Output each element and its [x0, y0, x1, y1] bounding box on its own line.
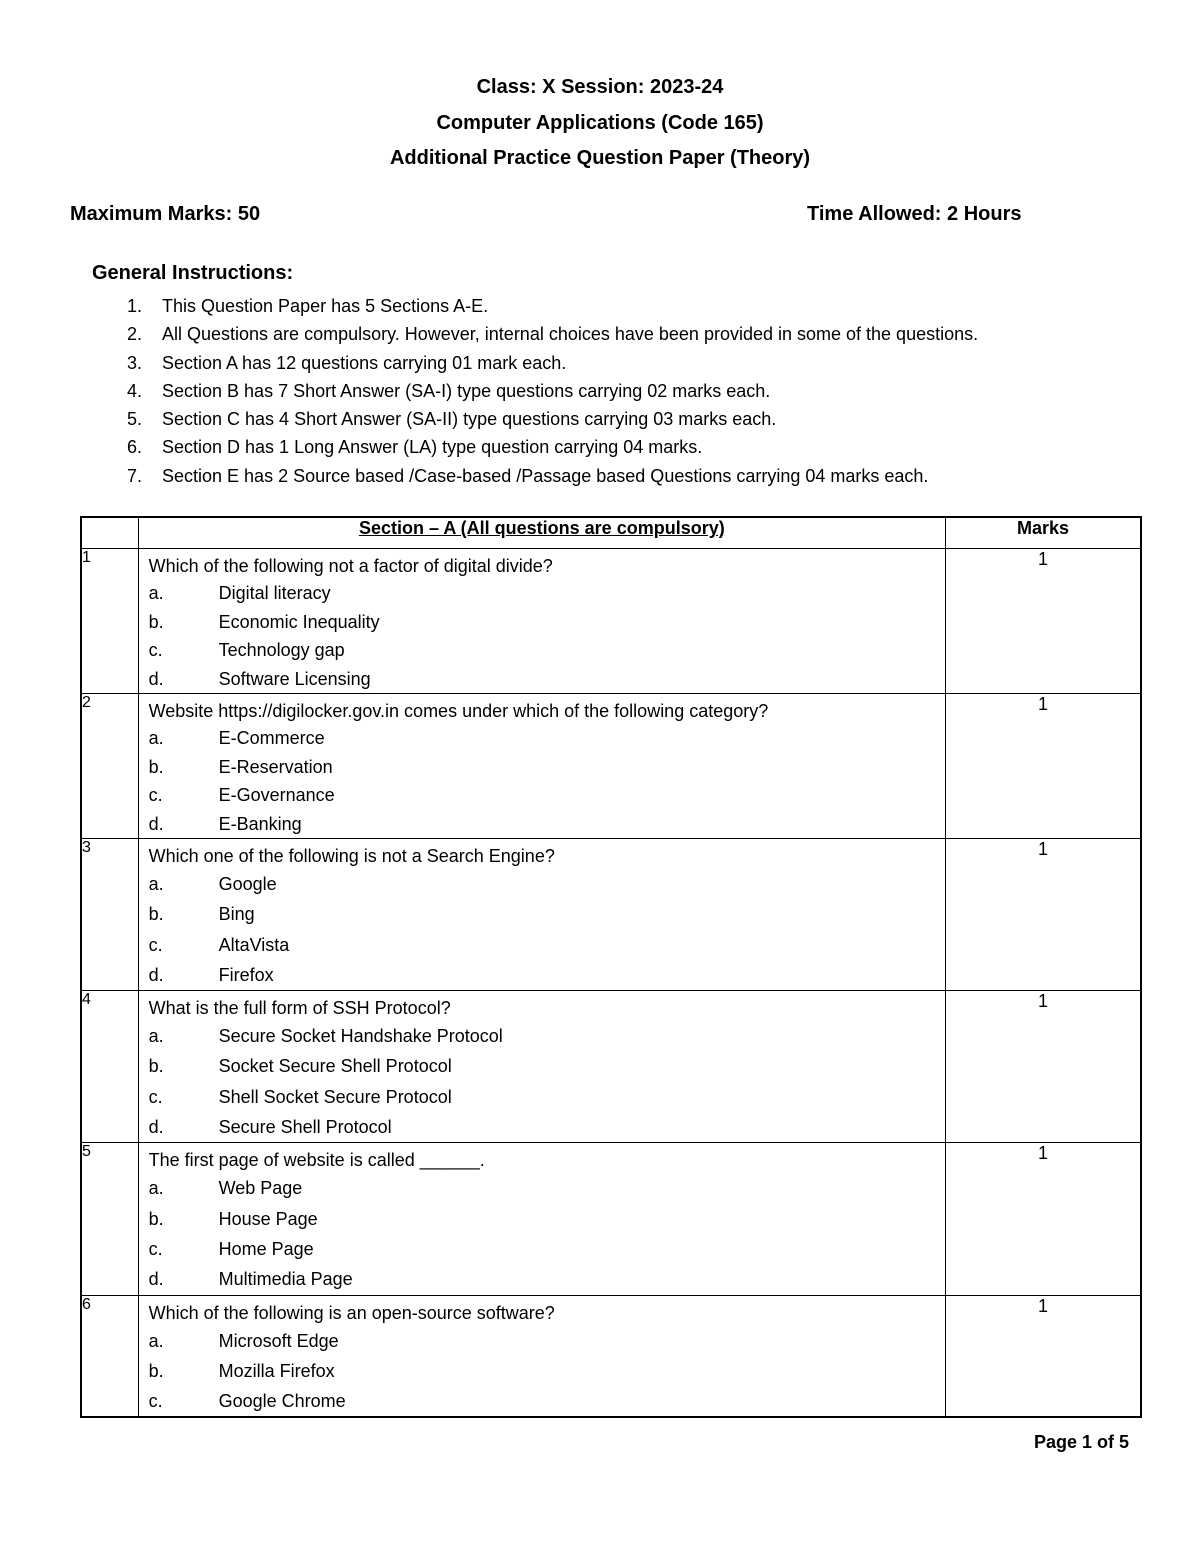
question-text: Which of the following not a factor of digital divide? — [148, 556, 553, 576]
option-text: Firefox — [218, 964, 274, 985]
option-text: Mozilla Firefox — [218, 1360, 335, 1381]
answer-option — [139, 1234, 946, 1264]
question-marks: 1 — [946, 991, 1141, 1143]
answer-option — [139, 753, 946, 782]
answer-option — [139, 1386, 946, 1416]
option-text: Bing — [218, 904, 255, 925]
option-letter: b. — [148, 756, 164, 777]
question-row — [81, 1143, 1141, 1295]
option-letter: b. — [148, 1208, 164, 1229]
question-cell — [138, 839, 946, 991]
instruction-item: 1. This Question Paper has 5 Sections A-E. — [127, 296, 489, 316]
option-letter: c. — [148, 640, 163, 660]
question-cell — [138, 1143, 946, 1295]
option-text: AltaVista — [218, 934, 290, 955]
question-text: Website https://digilocker.gov.in comes under which of the following category? — [148, 701, 769, 721]
marks-header: Marks — [946, 517, 1141, 549]
maximum-marks: Maximum Marks: 50 — [70, 203, 261, 225]
answer-option — [139, 665, 946, 694]
page-number: Page 1 of 5 — [1033, 1432, 1129, 1452]
answer-option — [139, 724, 946, 753]
question-cell — [138, 991, 946, 1143]
option-text: Microsoft Edge — [218, 1330, 339, 1351]
question-row — [81, 991, 1141, 1143]
question-text: What is the full form of SSH Protocol? — [148, 998, 451, 1019]
option-text: E-Banking — [218, 813, 302, 834]
option-letter: a. — [148, 583, 164, 603]
question-marks: 1 — [946, 1295, 1141, 1417]
answer-option — [139, 1112, 946, 1142]
time-allowed: Time Allowed: 2 Hours — [807, 203, 1022, 225]
option-text: Digital literacy — [218, 583, 331, 603]
answer-option — [139, 1082, 946, 1112]
paper-subject: Computer Applications (Code 165) — [436, 112, 764, 134]
question-number: 3 — [81, 839, 138, 991]
answer-option — [139, 960, 946, 990]
general-instructions-list — [127, 292, 978, 490]
paper-class-session: Class: X Session: 2023-24 — [476, 76, 724, 98]
option-text: E-Governance — [218, 785, 335, 805]
header-number-cell — [81, 517, 138, 549]
answer-option — [139, 1051, 946, 1081]
option-letter: a. — [148, 874, 164, 894]
answer-option — [139, 781, 946, 810]
option-letter: c. — [148, 1390, 163, 1411]
option-letter: a. — [148, 728, 164, 748]
instruction-item: 2. All Questions are compulsory. However, internal choices have been provided in some of the questions. — [127, 324, 979, 345]
option-text: E-Reservation — [218, 756, 333, 777]
question-number: 4 — [81, 991, 138, 1143]
question-table — [80, 516, 1142, 1418]
instruction-item: 3. Section A has 12 questions carrying 01 mark each. — [127, 352, 567, 373]
question-cell — [138, 549, 946, 694]
option-text: Economic Inequality — [218, 611, 380, 632]
section-a-header: Section – A (All questions are compulsory) — [138, 517, 946, 549]
option-text: Home Page — [218, 1238, 314, 1259]
instruction-item: 7. Section E has 2 Source based /Case-based /Passage based Questions carrying 04 marks each. — [127, 465, 929, 486]
question-marks: 1 — [946, 549, 1141, 694]
option-letter: b. — [148, 904, 164, 925]
answer-option — [139, 1173, 946, 1203]
general-instructions-title: General Instructions: — [92, 262, 294, 284]
answer-option — [139, 1021, 946, 1051]
answer-option — [139, 1264, 946, 1294]
option-text: Secure Socket Handshake Protocol — [218, 1026, 503, 1047]
option-letter: d. — [148, 1269, 164, 1290]
paper-title: Additional Practice Question Paper (Theory) — [389, 147, 811, 169]
option-text: Multimedia Page — [218, 1269, 353, 1290]
option-letter: d. — [148, 964, 164, 985]
option-letter: c. — [148, 1238, 163, 1259]
question-text: The first page of website is called ______. — [148, 1150, 485, 1171]
question-rows — [81, 549, 1141, 1418]
question-number: 2 — [81, 694, 138, 839]
option-letter: a. — [148, 1330, 164, 1351]
answer-option — [139, 1326, 946, 1356]
answer-option — [139, 1356, 946, 1386]
instruction-item: 4. Section B has 7 Short Answer (SA-I) type questions carrying 02 marks each. — [127, 380, 771, 401]
option-letter: d. — [148, 668, 164, 689]
option-text: Secure Shell Protocol — [218, 1117, 392, 1138]
question-number: 5 — [81, 1143, 138, 1295]
option-letter: c. — [148, 785, 163, 805]
option-letter: b. — [148, 1056, 164, 1077]
instruction-item: 5. Section C has 4 Short Answer (SA-II) type questions carrying 03 marks each. — [127, 409, 777, 430]
option-text: E-Commerce — [218, 728, 325, 748]
option-letter: c. — [148, 934, 163, 955]
option-text: Shell Socket Secure Protocol — [218, 1086, 452, 1107]
question-row — [81, 694, 1141, 839]
question-cell — [138, 1295, 946, 1417]
answer-option — [139, 1204, 946, 1234]
option-text: Socket Secure Shell Protocol — [218, 1056, 452, 1077]
option-letter: b. — [148, 1360, 164, 1381]
option-text: Google Chrome — [218, 1390, 346, 1411]
question-row — [81, 1295, 1141, 1417]
option-text: Google — [218, 874, 277, 894]
answer-option — [139, 608, 946, 637]
answer-option — [139, 930, 946, 960]
option-letter: c. — [148, 1086, 163, 1107]
option-letter: b. — [148, 611, 164, 632]
table-header-row — [81, 517, 1141, 549]
instruction-item: 6. Section D has 1 Long Answer (LA) type question carrying 04 marks. — [127, 437, 703, 458]
question-text: Which of the following is an open-source software? — [148, 1302, 555, 1323]
option-text: Web Page — [218, 1178, 303, 1199]
question-row — [81, 549, 1141, 694]
answer-option — [139, 579, 946, 608]
question-text: Which one of the following is not a Search Engine? — [148, 846, 555, 866]
question-number: 6 — [81, 1295, 138, 1417]
option-text: Software Licensing — [218, 668, 371, 689]
option-letter: a. — [148, 1026, 164, 1047]
option-text: Technology gap — [218, 640, 345, 660]
answer-option — [139, 636, 946, 665]
question-marks: 1 — [946, 1143, 1141, 1295]
option-letter: a. — [148, 1178, 164, 1199]
option-letter: d. — [148, 1117, 164, 1138]
question-row — [81, 839, 1141, 991]
answer-option — [139, 810, 946, 839]
option-text: House Page — [218, 1208, 318, 1229]
option-letter: d. — [148, 813, 164, 834]
question-number: 1 — [81, 549, 138, 694]
question-marks: 1 — [946, 694, 1141, 839]
question-cell — [138, 694, 946, 839]
question-marks: 1 — [946, 839, 1141, 991]
answer-option — [139, 869, 946, 899]
answer-option — [139, 899, 946, 929]
